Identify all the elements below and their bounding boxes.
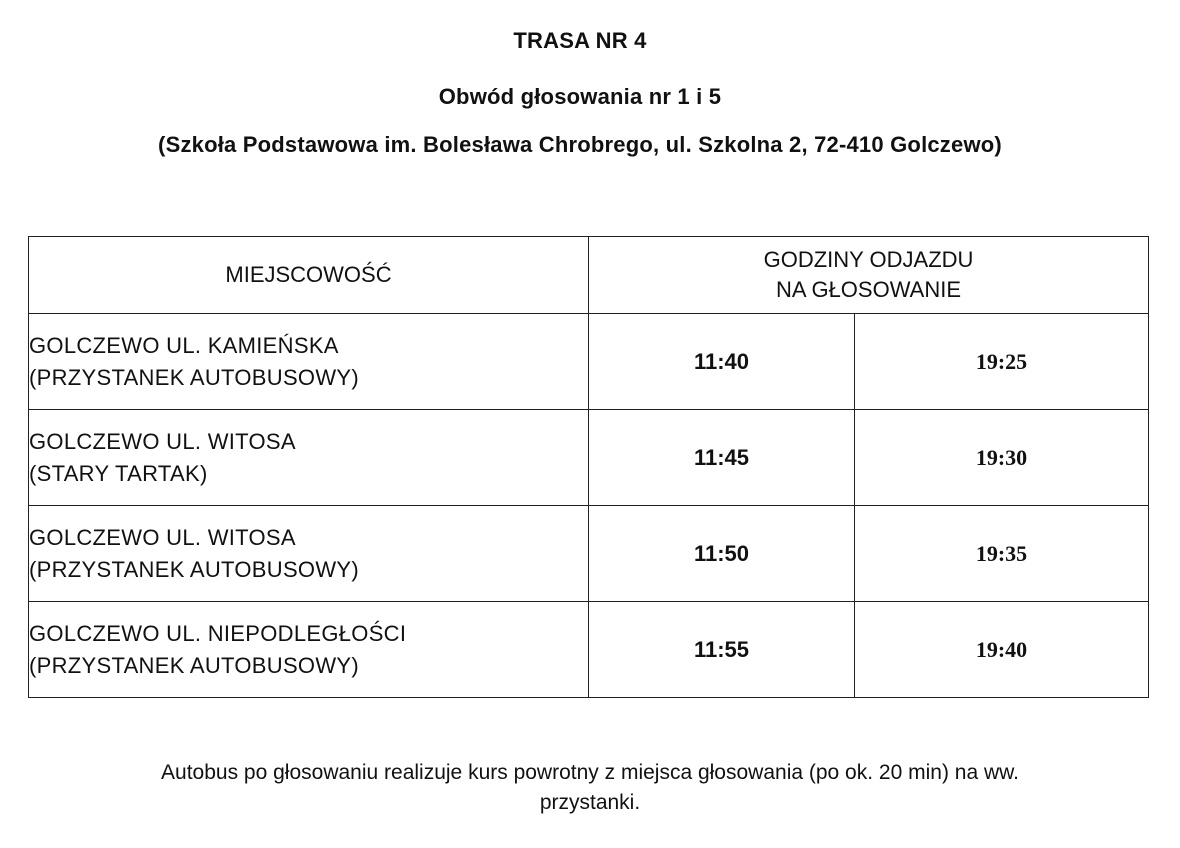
place-name: GOLCZEWO UL. KAMIEŃSKA	[29, 332, 339, 358]
place-cell	[29, 602, 589, 698]
note-line-2: przystanki.	[539, 791, 641, 814]
table-row	[29, 314, 1149, 410]
departure-time-1: 11:45	[589, 410, 855, 506]
address-line: (Szkoła Podstawowa im. Bolesława Chrobrego, ul. Szkolna 2, 72-410 Golczewo)	[158, 132, 1002, 157]
page-title: TRASA NR 4	[513, 28, 647, 53]
table-header-row	[29, 237, 1149, 314]
departure-time-2: 19:25	[855, 314, 1149, 410]
page-subtitle: Obwód głosowania nr 1 i 5	[438, 84, 722, 109]
table-row	[29, 506, 1149, 602]
departure-time-1: 11:50	[589, 506, 855, 602]
departure-time-2: 19:30	[855, 410, 1149, 506]
departure-time-2: 19:35	[855, 506, 1149, 602]
place-name: GOLCZEWO UL. NIEPODLEGŁOŚCI	[29, 620, 407, 646]
place-detail: (PRZYSTANEK AUTOBUSOWY)	[29, 652, 360, 678]
table-row	[29, 410, 1149, 506]
place-cell	[29, 314, 589, 410]
departure-time-1: 11:55	[589, 602, 855, 698]
place-name: GOLCZEWO UL. WITOSA	[29, 524, 296, 550]
place-detail: (PRZYSTANEK AUTOBUSOWY)	[29, 364, 360, 390]
header-times-line1: GODZINY ODJAZDU	[763, 247, 974, 272]
header-place: MIEJSCOWOŚĆ	[29, 237, 589, 314]
place-name: GOLCZEWO UL. WITOSA	[29, 428, 296, 454]
table-row	[29, 602, 1149, 698]
place-detail: (STARY TARTAK)	[29, 460, 208, 486]
departure-time-1: 11:40	[589, 314, 855, 410]
route-table	[28, 236, 1149, 698]
place-detail: (PRZYSTANEK AUTOBUSOWY)	[29, 556, 360, 582]
departure-time-2: 19:40	[855, 602, 1149, 698]
header-times-line2: NA GŁOSOWANIE	[776, 277, 962, 302]
place-cell	[29, 506, 589, 602]
note-line-1: Autobus po głosowaniu realizuje kurs powrotny z miejsca głosowania (po ok. 20 min) na ww.	[161, 761, 1019, 784]
header-times	[589, 237, 1149, 314]
return-trip-note	[20, 758, 1160, 818]
place-cell	[29, 410, 589, 506]
